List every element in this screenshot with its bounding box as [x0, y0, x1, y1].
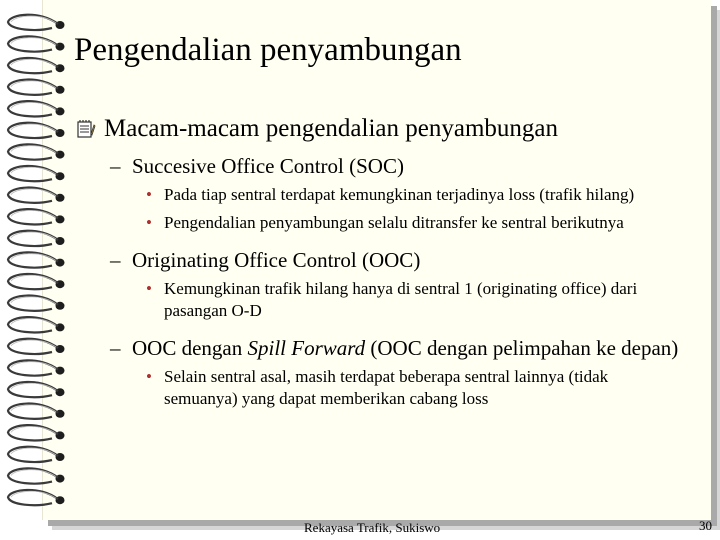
spiral-ring	[8, 231, 65, 246]
spiral-ring	[8, 101, 65, 116]
spiral-ring	[8, 404, 65, 419]
dash-bullet: –	[110, 248, 121, 272]
main-heading	[76, 114, 696, 144]
dash-bullet: –	[110, 154, 121, 178]
section-heading-spill-forward	[76, 336, 696, 360]
spiral-ring	[8, 80, 65, 95]
main-heading-text: Macam-macam pengendalian penyambungan	[104, 115, 558, 142]
point-spill-1	[76, 366, 696, 410]
spiral-ring	[8, 317, 65, 332]
section-heading-text: Originating Office Control (OOC)	[132, 248, 421, 272]
dot-bullet: •	[146, 213, 152, 232]
notepad-icon	[76, 119, 96, 139]
section-heading-soc	[76, 154, 696, 178]
spiral-ring	[8, 490, 65, 505]
section-heading-ooc	[76, 248, 696, 272]
dash-bullet: –	[110, 336, 121, 360]
spiral-binding-icon	[0, 0, 80, 540]
spiral-ring	[8, 188, 65, 203]
spiral-ring	[8, 166, 65, 181]
footer-author: Rekayasa Trafik, Sukiswo	[304, 520, 441, 535]
dot-bullet: •	[146, 367, 152, 386]
spiral-ring	[8, 296, 65, 311]
spiral-ring	[8, 447, 65, 462]
point-soc-1	[76, 184, 696, 206]
section-heading-emphasis: Spill Forward	[247, 336, 366, 360]
point-text: Pengendalian penyambungan selalu ditransfer ke sentral berikutnya	[164, 213, 624, 232]
spiral-ring	[8, 382, 65, 397]
slide-body	[76, 114, 696, 412]
spiral-ring	[8, 339, 65, 354]
spiral-ring	[8, 468, 65, 483]
point-text: Pada tiap sentral terdapat kemungkinan terjadinya loss (trafik hilang)	[164, 185, 635, 204]
page-number: 30	[699, 518, 712, 533]
point-ooc-1	[76, 278, 696, 322]
slide-title: Pengendalian penyambungan	[74, 32, 462, 68]
spiral-ring	[8, 209, 65, 224]
section-heading-text: Succesive Office Control (SOC)	[132, 154, 404, 178]
section-heading-suffix: (OOC dengan pelimpahan ke depan)	[365, 336, 679, 360]
spiral-ring	[8, 425, 65, 440]
dot-bullet: •	[146, 185, 152, 204]
point-text: Kemungkinan trafik hilang hanya di sentral 1 (originating office) dari pasangan O-D	[164, 279, 638, 320]
spiral-ring	[8, 360, 65, 375]
spiral-ring	[8, 36, 65, 51]
spiral-ring	[8, 15, 65, 30]
dot-bullet: •	[146, 279, 152, 298]
spiral-ring	[8, 123, 65, 138]
spiral-ring	[8, 58, 65, 73]
spiral-ring	[8, 252, 65, 267]
point-text: Selain sentral asal, masih terdapat beberapa sentral lainnya (tidak semuanya) yang dapat memberikan cabang loss	[164, 367, 609, 408]
spiral-ring	[8, 274, 65, 289]
section-heading-prefix: OOC dengan	[132, 336, 248, 360]
point-soc-2	[76, 212, 696, 234]
spiral-ring	[8, 144, 65, 159]
